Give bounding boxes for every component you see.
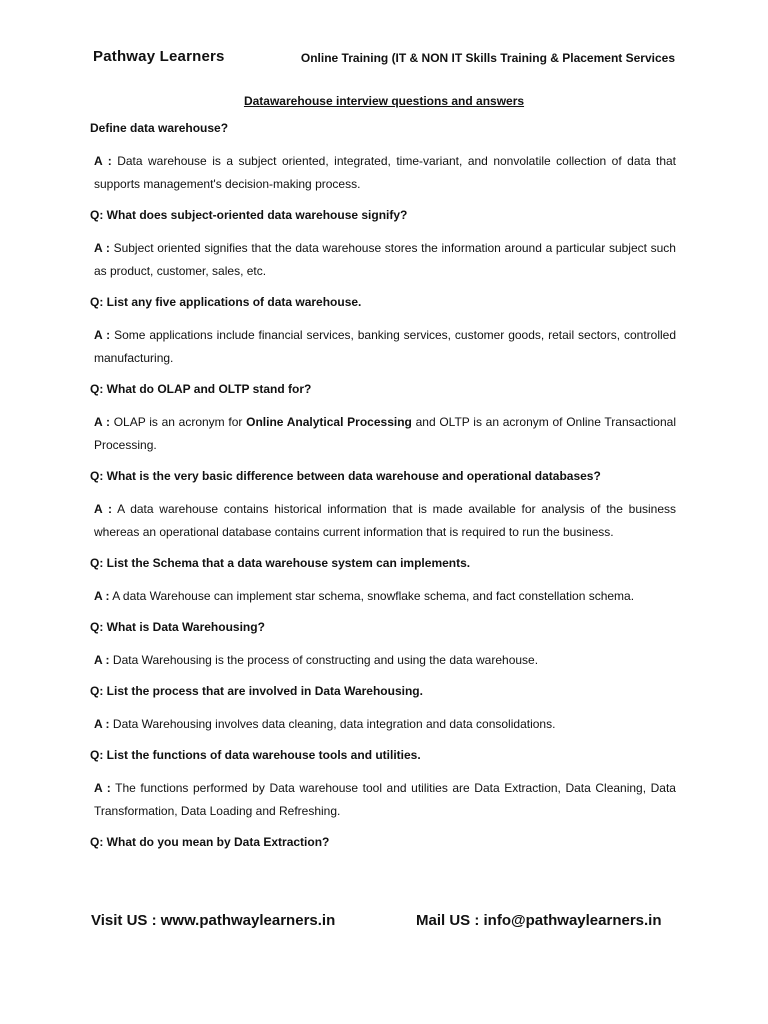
answer-7	[90, 649, 676, 672]
answer-1	[90, 150, 676, 196]
answer-text: Data Warehousing involves data cleaning, data integration and data consolidations.	[112, 717, 556, 731]
answer-text: Data Warehousing is the process of constructing and using the data warehouse.	[112, 653, 539, 667]
answer-4	[90, 411, 676, 457]
answer-8	[90, 713, 676, 736]
question-5: Q: What is the very basic difference between data warehouse and operational databases?	[90, 469, 601, 483]
answer-6	[90, 585, 676, 608]
question-8: Q: List the process that are involved in Data Warehousing.	[90, 684, 423, 698]
answer-emphasis: Online Analytical Processing	[246, 415, 412, 429]
answer-label: A :	[94, 653, 110, 667]
question-1: Define data warehouse?	[90, 121, 229, 135]
answer-text-pre: OLAP is an acronym for	[113, 415, 243, 429]
answer-text: A data warehouse contains historical information that is made available for analysis of the business whereas an operational database contains current information that is required to run the business.	[94, 502, 676, 539]
answer-label: A :	[94, 328, 111, 342]
page-header	[93, 48, 683, 70]
footer-email: Mail US : info@pathwaylearners.in	[416, 912, 662, 929]
answer-label: A :	[94, 589, 110, 603]
question-9: Q: List the functions of data warehouse tools and utilities.	[90, 748, 421, 762]
answer-text: Some applications include financial services, banking services, customer goods, retail sectors, controlled manufacturing.	[94, 328, 676, 365]
answer-text: Data warehouse is a subject oriented, integrated, time-variant, and nonvolatile collection of data that supports management's decision-making process.	[94, 154, 676, 191]
answer-label: A :	[94, 781, 111, 795]
answer-text: The functions performed by Data warehouse tool and utilities are Data Extraction, Data Cleaning, Data Transformation, Data Loading and Refreshing.	[94, 781, 676, 818]
answer-text: A data Warehouse can implement star schema, snowflake schema, and fact constellation schema.	[112, 589, 635, 603]
answer-5	[90, 498, 676, 544]
question-2: Q: What does subject-oriented data warehouse signify?	[90, 208, 408, 222]
answer-label: A :	[94, 415, 110, 429]
brand-name: Pathway Learners	[93, 48, 225, 65]
header-tagline: Online Training (IT & NON IT Skills Training & Placement Services	[300, 51, 675, 65]
question-4: Q: What do OLAP and OLTP stand for?	[90, 382, 312, 396]
page-footer	[91, 912, 681, 934]
question-3: Q: List any five applications of data warehouse.	[90, 295, 362, 309]
answer-2	[90, 237, 676, 283]
answer-3	[90, 324, 676, 370]
answer-label: A :	[94, 502, 112, 516]
answer-label: A :	[94, 154, 112, 168]
question-6: Q: List the Schema that a data warehouse system can implements.	[90, 556, 471, 570]
answer-text: Subject oriented signifies that the data warehouse stores the information around a particular subject such as product, customer, sales, etc.	[94, 241, 676, 278]
answer-text-post: and OLTP is an acronym of Online Transactional Processing.	[94, 415, 676, 452]
document-title: Datawarehouse interview questions and answers	[243, 94, 525, 108]
footer-website: Visit US : www.pathwaylearners.in	[91, 912, 336, 929]
question-10: Q: What do you mean by Data Extraction?	[90, 835, 330, 849]
qa-list	[90, 120, 676, 864]
answer-9	[90, 777, 676, 823]
answer-label: A :	[94, 717, 110, 731]
question-7: Q: What is Data Warehousing?	[90, 620, 265, 634]
answer-label: A :	[94, 241, 110, 255]
